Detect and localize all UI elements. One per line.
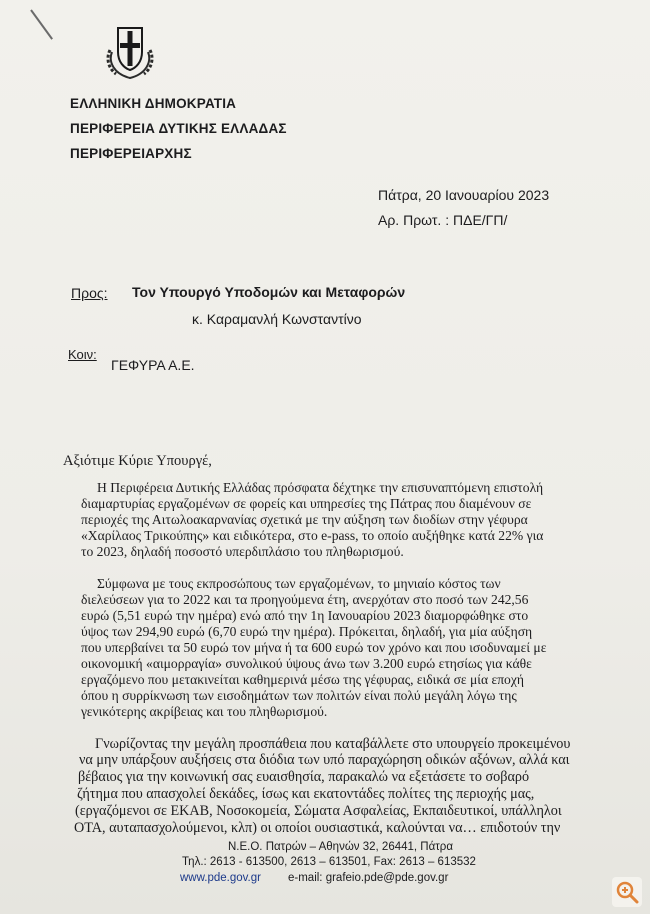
greek-coat-of-arms-icon	[104, 22, 156, 80]
p2-line-4: ύψος των 294,90 ευρώ (6,70 ευρώ την ημέρα). Πρόκειται, δηλαδή, για μία αύξηση	[81, 624, 533, 639]
letterhead-line-1: ΕΛΛΗΝΙΚΗ ΔΗΜΟΚΡΑΤΙΑ	[70, 96, 237, 111]
place-date: Πάτρα, 20 Ιανουαρίου 2023	[378, 187, 550, 203]
p2-line-1: Σύμφωνα με τους εκπροσώπους των εργαζομένων, το μηνιαίο κόστος των	[97, 576, 501, 591]
p3-line-2: να μην υπάρξουν αυξήσεις στα διόδια των υπό παραχώρηση οδικών αξόνων, αλλά και	[79, 752, 570, 768]
p1-line-3: περιοχές της Αιτωλοακαρνανίας σχετικά με την αύξηση των διοδίων στην γέφυρα	[81, 512, 528, 527]
footer-phones: Τηλ.: 2613 - 613500, 2613 – 613501, Fax: 2613 – 613532	[182, 856, 476, 868]
p3-line-1: Γνωρίζοντας την μεγάλη προσπάθεια που καταβάλλετε στο υπουργείο προκειμένου	[95, 736, 571, 752]
salutation: Αξιότιμε Κύριε Υπουργέ,	[63, 453, 212, 469]
footer-address: Ν.Ε.Ο. Πατρών – Αθηνών 32, 26441, Πάτρα	[228, 841, 453, 853]
letterhead-line-2: ΠΕΡΙΦΕΡΕΙΑ ΔΥΤΙΚΗΣ ΕΛΛΑΔΑΣ	[70, 121, 287, 136]
letterhead-line-3: ΠΕΡΙΦΕΡΕΙΑΡΧΗΣ	[70, 146, 192, 161]
p2-line-8: όπου η συρρίκνωση των εισοδημάτων των πολιτών είναι πολύ μεγάλη λόγω της	[81, 688, 517, 703]
p3-line-4: ζήτημα που απασχολεί δεκάδες, ίσως και εκατοντάδες πολίτες της περιοχής μας,	[77, 786, 535, 802]
cc-value: ΓΕΦΥΡΑ Α.Ε.	[111, 357, 195, 373]
website-link[interactable]: www.pde.gov.gr	[180, 872, 261, 884]
p2-line-5: που υπερβαίνει τα 50 ευρώ τον μήνα ή τα 600 ευρώ τον χρόνο και που ισοδυναμεί με	[81, 640, 547, 655]
p3-line-6: ΟΤΑ, αυταπασχολούμενοι, κλπ) οι οποίοι ουσιαστικά, καλούνται να… επιδοτούν την	[74, 820, 561, 836]
to-title: Τον Υπουργό Υποδομών και Μεταφορών	[132, 284, 406, 300]
p2-line-7: εργαζόμενο που μετακινείται καθημερινά μέσω της γέφυρας, ειδικά σε μία εποχή	[81, 672, 524, 687]
pen-mark	[30, 9, 53, 39]
p2-line-6: οικονομική «αιμορραγία» συνολικού ύψους άνω των 3.200 ευρώ ετησίως για κάθε	[81, 656, 532, 671]
cc-label: Κοιν:	[68, 347, 97, 362]
footer-website[interactable]	[180, 872, 261, 884]
to-label: Προς:	[71, 285, 108, 301]
p2-line-3: ευρώ (5,51 ευρώ την ημέρα) ενώ από την 1η Ιανουαρίου 2023 διαμορφώθηκε στο	[81, 608, 529, 623]
p3-line-5: (εργαζόμενοι σε ΕΚΑΒ, Νοσοκομεία, Σώματα Ασφαλείας, Εκπαιδευτικοί, υπάλληλοι	[75, 803, 562, 819]
p1-line-2: διαμαρτυρίας εργαζομένων σε φορείς και υπηρεσίες της Πάτρας που διαμένουν σε	[81, 496, 532, 511]
p2-line-2: διελεύσεων για το 2022 και τα προηγούμενα έτη, ανερχόταν στο ποσό των 242,56	[81, 592, 529, 607]
p1-line-5: το 2023, δηλαδή ποσοστό υπερδιπλάσιο του πληθωρισμού.	[81, 544, 404, 559]
p3-line-3: βέβαιος για την κοινωνική σας ευαισθησία, παρακαλώ να εξετάσετε το σοβαρό	[78, 769, 530, 785]
p1-line-4: «Χαρίλαος Τρικούπης» και ειδικότερα, στο e-pass, το οποίο αυξήθηκε κατά 22% για	[81, 528, 544, 543]
protocol-number: Αρ. Πρωτ. : ΠΔΕ/ΓΠ/	[378, 212, 508, 228]
to-name: κ. Καραμανλή Κωνσταντίνο	[192, 311, 362, 327]
p2-line-9: γενικότερης ακρίβειας και του πληθωρισμού.	[81, 704, 328, 719]
zoom-icon[interactable]	[612, 877, 642, 907]
footer-email: e-mail: grafeio.pde@pde.gov.gr	[288, 872, 449, 884]
p1-line-1: Η Περιφέρεια Δυτικής Ελλάδας πρόσφατα δέχτηκε την επισυναπτόμενη επιστολή	[97, 480, 544, 495]
